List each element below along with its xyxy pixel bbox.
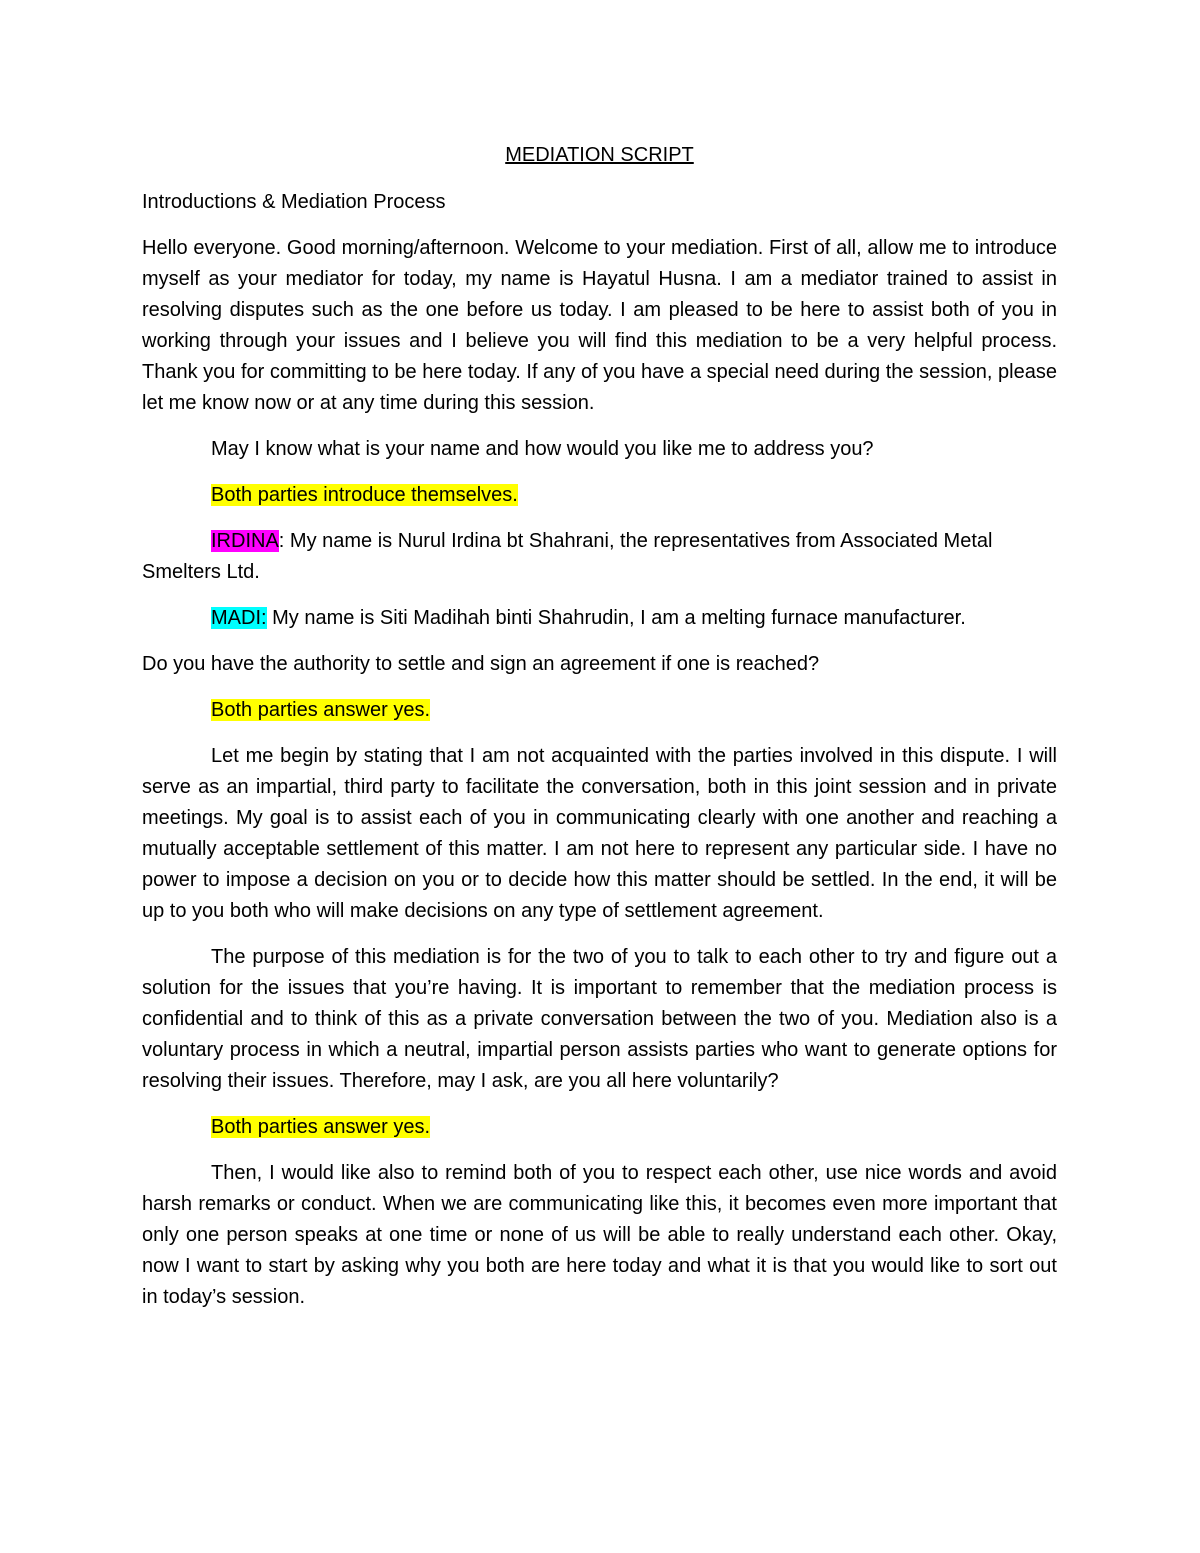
stage-direction-introduce: [142, 480, 1057, 511]
speaker-text-madi: My name is Siti Madihah binti Shahrudin, I am a melting furnace manufacturer.: [266, 607, 966, 629]
speaker-line-irdina: [142, 526, 1057, 588]
paragraph-respect: Then, I would like also to remind both of you to respect each other, use nice words and avoid harsh remarks or conduct. When we are communicating like this, it becomes even more important that only one person speaks at one time or none of us will be able to really understand each other. Okay, now I want to start by asking why you both are here today and what it is that you would like to sort out in today’s session.: [142, 1162, 1057, 1308]
speaker-text-irdina: : My name is Nurul Irdina bt Shahrani, the representatives from Associated Metal Smelters Ltd.: [142, 530, 993, 583]
section-heading: Introductions & Mediation Process: [142, 191, 446, 213]
stage-direction-yes-1-text: Both parties answer yes.: [211, 699, 430, 721]
paragraph-authority: Do you have the authority to settle and sign an agreement if one is reached?: [142, 653, 820, 675]
speaker-name-madi: MADI:: [211, 607, 267, 629]
speaker-line-madi: [142, 603, 1057, 634]
stage-direction-yes-2-text: Both parties answer yes.: [211, 1116, 430, 1138]
stage-direction-yes-1: [142, 695, 1057, 726]
stage-direction-introduce-text: Both parties introduce themselves.: [211, 484, 518, 506]
paragraph-welcome: Hello everyone. Good morning/afternoon. Welcome to your mediation. First of all, allow me to introduce myself as your mediator for today, my name is Hayatul Husna. I am a mediator trained to assist in resolving disputes such as the one before us today. I am pleased to be here to assist both of you in working through your issues and I believe you will find this mediation to be a very helpful process. Thank you for committing to be here today. If any of you have a special need during the session, please let me know now or at any time during this session.: [142, 237, 1057, 414]
stage-direction-yes-2: [142, 1112, 1057, 1143]
paragraph-impartial: Let me begin by stating that I am not acquainted with the parties involved in this dispute. I will serve as an impartial, third party to facilitate the conversation, both in this joint session and in private meetings. My goal is to assist each of you in communicating clearly with one another and reaching a mutually acceptable settlement of this matter. I am not here to represent any particular side. I have no power to impose a decision on you or to decide how this matter should be settled. In the end, it will be up to you both who will make decisions on any type of settlement agreement.: [142, 745, 1057, 922]
document-page: [142, 140, 1057, 1328]
speaker-name-irdina: IRDINA: [211, 530, 279, 552]
document-title: MEDIATION SCRIPT: [505, 144, 694, 166]
paragraph-ask-name: May I know what is your name and how would you like me to address you?: [211, 438, 874, 460]
paragraph-purpose: The purpose of this mediation is for the two of you to talk to each other to try and figure out a solution for the issues that you’re having. It is important to remember that the mediation process is confidential and to think of this as a private conversation between the two of you. Mediation also is a voluntary process in which a neutral, impartial person assists parties who want to generate options for resolving their issues. Therefore, may I ask, are you all here voluntarily?: [142, 946, 1057, 1092]
